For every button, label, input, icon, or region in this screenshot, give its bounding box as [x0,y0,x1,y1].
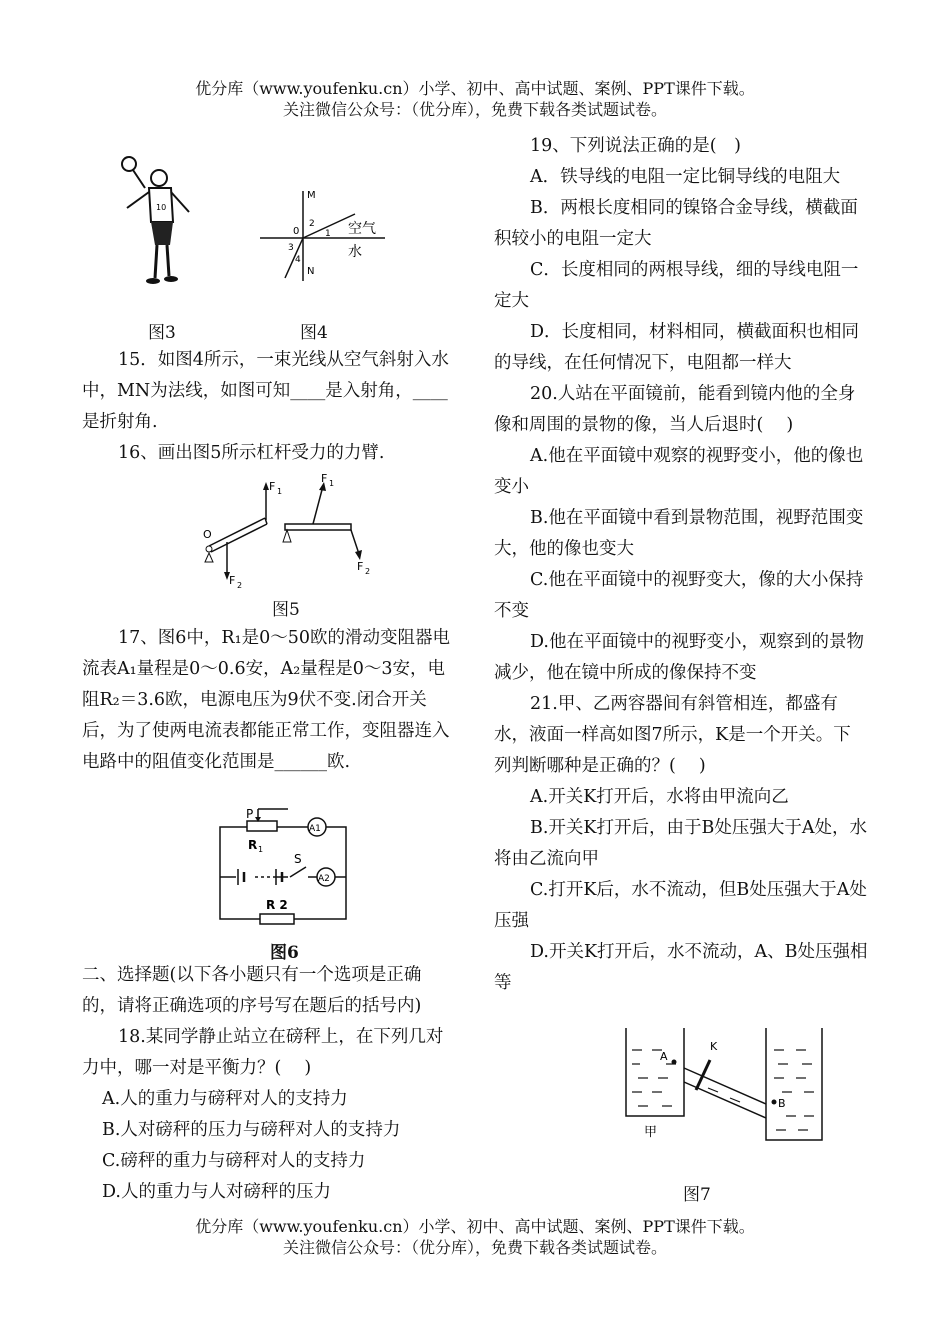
fig5-left-F2: F [229,574,236,587]
question-20-option-d: D.他在平面镜中的视野变小，观察到的景物减少，他在镜中所成的像保持不变 [494,632,864,683]
question-18-option-d: D.人的重力与人对磅秤的压力 [102,1182,331,1202]
fig6-switch-S: S [294,852,302,866]
right-column [494,131,868,999]
question-19-option-a: A．铁导线的电阻一定比铜导线的电阻大 [530,167,841,187]
fig6-label-R1-sub: 1 [258,845,264,854]
question-18: 18.某同学静止站立在磅秤上，在下列几对力中，哪一对是平衡力？( ) [82,1027,444,1078]
fig6-label-R2: R 2 [266,898,288,912]
left-column-q17 [82,623,454,778]
fig4-label-water: 水 [348,244,362,260]
page-footer [0,1216,950,1258]
figure-3-caption: 图3 [148,323,176,343]
question-20-option-b: B.他在平面镜中看到景物范围，视野范围变大，他的像也变大 [494,508,864,559]
fig5-left-F1-sub: 1 [277,487,283,496]
question-19-option-d: D．长度相同，材料相同，横截面积也相同的导线，在任何情况下，电阻都一样大 [494,322,860,373]
svg-text:10: 10 [156,203,167,212]
question-18-option-b: B.人对磅秤的压力与磅秤对人的支持力 [102,1120,401,1140]
fig6-label-R1: R [248,838,258,852]
fig6-label-P: P [246,807,254,821]
fig5-right-F1: F [321,472,328,485]
question-21-option-c: C.打开K后，水不流动，但B处压强大于A处压强 [494,880,867,931]
fig5-left-F1: F [269,480,276,493]
fig4-angle-3: 3 [288,243,294,253]
question-19-option-b: B．两根长度相同的镍铬合金导线，横截面积较小的电阻一定大 [494,198,858,249]
question-17: 17、图6中，R₁是0～50欧的滑动变阻器电流表A₁量程是0～0.6安，A₂量程是0～3安，电阻R₂＝3.6欧，电源电压为9伏不变.闭合开关后，为了使两电流表都能正常工作，变阻器连入电路中的阻值变化范围是______欧. [82,628,450,772]
fig6-ammeter-A2: A2 [318,874,330,884]
fig5-left-F2-sub: 2 [237,581,243,590]
fig5-right-F2: F [357,560,364,573]
fig4-angle-2: 2 [309,219,315,229]
fig7-label-jia: 甲 [644,1125,658,1140]
figure-3-player [115,150,205,290]
fig4-label-O: 0 [293,226,300,237]
fig5-label-O: O [203,528,212,541]
figure-6-circuit [214,805,354,925]
question-21-option-a: A.开关K打开后，水将由甲流向乙 [530,787,789,807]
question-15: 15．如图4所示，一束光线从空气斜射入水中，MN为法线，如图可知____是入射角，____是折射角. [82,350,449,432]
section-2-heading: 二、选择题(以下各小题只有一个选项是正确的，请将正确选项的序号写在题后的括号内) [82,965,422,1016]
figure-5-caption: 图5 [272,600,300,620]
footer-line-2: 关注微信公众号：（优分库），免费下载各类试题试卷。 [282,1238,667,1257]
fig7-label-K: K [710,1040,718,1053]
fig4-label-N: N [307,266,315,277]
question-18-option-a: A.人的重力与磅秤对人的支持力 [102,1089,348,1109]
left-column-upper [82,345,454,469]
header-line-1: 优分库（www.youfenku.cn）小学、初中、高中试题、案例、PPT课件下载。 [195,79,755,98]
fig4-angle-1: 1 [325,229,331,239]
fig4-angle-4: 4 [295,255,301,265]
page-header [0,78,950,120]
question-18-option-c: C.磅秤的重力与磅秤对人的支持力 [102,1151,366,1171]
question-19: 19、下列说法正确的是( ) [530,136,741,156]
fig5-right-F2-sub: 2 [365,567,371,576]
fig7-label-A: A [660,1050,668,1063]
fig6-ammeter-A1: A1 [309,824,321,834]
question-20-option-a: A.他在平面镜中观察的视野变小，他的像也变小 [494,446,864,497]
figure-7-caption: 图7 [683,1185,711,1205]
question-20-option-c: C.他在平面镜中的视野变大，像的大小保持不变 [494,570,864,621]
figure-7-containers [618,1020,828,1148]
figure-5-levers [195,472,375,590]
figure-4-caption: 图4 [300,323,328,343]
left-column-lower [82,960,454,1208]
question-16: 16、画出图5所示杠杆受力的力臂. [118,443,385,463]
fig4-label-M: M [307,190,316,201]
question-20: 20.人站在平面镜前，能看到镜内他的全身像和周围的景物的像，当人后退时( ) [494,384,856,435]
header-line-2: 关注微信公众号：（优分库），免费下载各类试题试卷。 [282,100,667,119]
question-21: 21.甲、乙两容器间有斜管相连，都盛有水，液面一样高如图7所示，K是一个开关。下列判断哪种是正确的？( ) [494,694,851,776]
question-21-option-d: D.开关K打开后，水不流动，A、B处压强相等 [494,942,868,993]
question-19-option-c: C．长度相同的两根导线，细的导线电阻一定大 [494,260,859,311]
fig7-label-B: B [778,1097,786,1110]
fig5-right-F1-sub: 1 [329,479,335,488]
figure-6-caption: 图6 [270,943,299,963]
figure-4-refraction [255,186,390,286]
question-21-option-b: B.开关K打开后，由于B处压强大于A处，水将由乙流向甲 [494,818,867,869]
footer-line-1: 优分库（www.youfenku.cn）小学、初中、高中试题、案例、PPT课件下载。 [195,1217,755,1236]
fig4-label-air: 空气 [348,221,376,237]
